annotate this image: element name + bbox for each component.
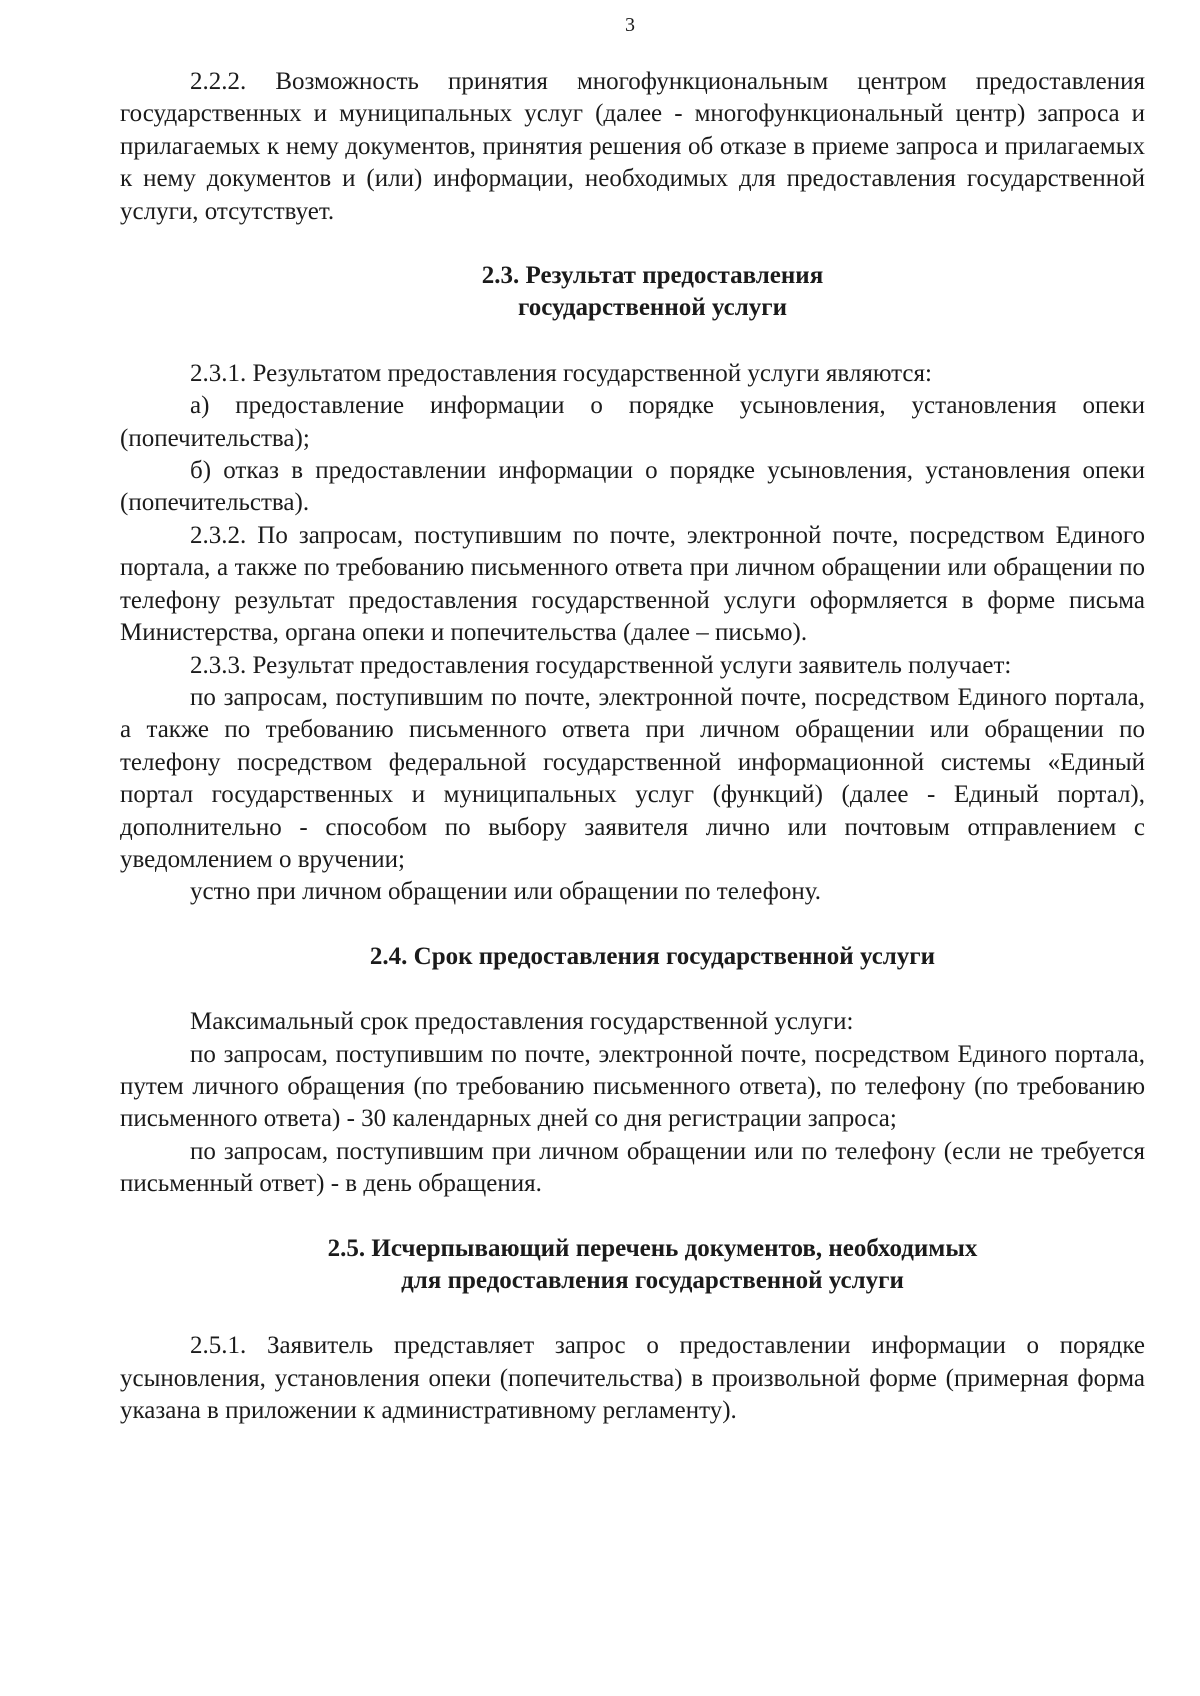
section-heading-2-3-line2: государственной услуги	[517, 294, 788, 322]
section-heading-2-4	[120, 941, 1145, 973]
section-heading-2-5-line2: для предоставления государственной услуги	[401, 1267, 904, 1294]
paragraph-2-3-1-a: а) предоставление информации о порядке усыновления, установления опеки (попечительства);	[120, 392, 1145, 452]
document-body	[120, 66, 1145, 1428]
paragraph-2-3-3-b: устно при личном обращении или обращении по телефону.	[190, 878, 821, 906]
section-heading-2-4-line1: 2.4. Срок предоставления государственной услуги	[369, 942, 936, 970]
paragraph-2-3-1-b: б) отказ в предоставлении информации о порядке усыновления, установления опеки (попечительства).	[120, 457, 1145, 517]
page-number: 3	[625, 14, 635, 36]
paragraph-2-4-b: по запросам, поступившим при личном обращении или по телефону (если не требуется письменный ответ) - в день обращения.	[120, 1137, 1145, 1198]
section-heading-2-3-line1: 2.3. Результат предоставления	[481, 262, 824, 290]
section-heading-2-3	[120, 260, 1145, 325]
paragraph-2-2-2: 2.2.2. Возможность принятия многофункциональным центром предоставления государственных и муниципальных услуг (далее - многофункциональный центр) запроса и прилагаемых к нему документов, принятия решения об отказе в приеме запроса и прилагаемых к нему документов и (или) информации, необходимых для предоставления государственной услуги, отсутствует.	[120, 68, 1145, 225]
paragraph-2-3-3: 2.3.3. Результат предоставления государственной услуги заявитель получает:	[190, 651, 1012, 679]
section-heading-2-5	[120, 1233, 1145, 1298]
paragraph-2-4-a: по запросам, поступившим по почте, электронной почте, посредством Единого портала, путем личного обращения (по требованию письменного ответа), по телефону (по требованию письменного ответа) - 30 календарных дней со дня регистрации запроса;	[120, 1040, 1145, 1133]
paragraph-2-5-1: 2.5.1. Заявитель представляет запрос о предоставлении информации о порядке усыновления, установления опеки (попечительства) в произвольной форме (примерная форма указана в приложении к административному регламенту).	[120, 1332, 1145, 1425]
paragraph-2-4-intro: Максимальный срок предоставления государственной услуги:	[190, 1008, 854, 1036]
section-heading-2-5-line1: 2.5. Исчерпывающий перечень документов, необходимых	[327, 1234, 978, 1262]
paragraph-2-3-1: 2.3.1. Результатом предоставления государственной услуги являются:	[190, 359, 932, 387]
paragraph-2-3-2: 2.3.2. По запросам, поступившим по почте, электронной почте, посредством Единого портала, а также по требованию письменного ответа при личном обращении или обращении по телефону результат предоставления государственной услуги оформляется в форме письма Министерства, органа опеки и попечительства (далее – письмо).	[120, 521, 1145, 647]
paragraph-2-3-3-a: по запросам, поступившим по почте, электронной почте, посредством Единого портала, а также по требованию письменного ответа при личном обращении или обращении по телефону посредством федеральной государственной информационной системы «Единый портал государственных и муниципальных услуг (функций) (далее - Единый портал), дополнительно - способом по выбору заявителя лично или почтовым отправлением с уведомлением о вручении;	[120, 683, 1145, 873]
